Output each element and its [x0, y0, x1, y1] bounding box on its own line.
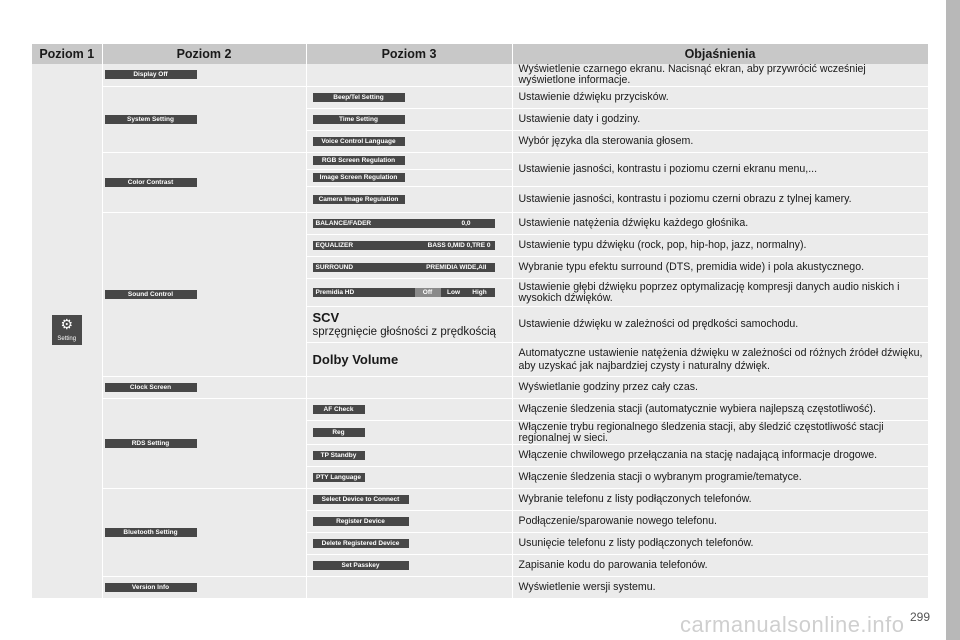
level3-cell — [306, 187, 512, 213]
level2-cell — [102, 399, 306, 489]
description-cell: Wybór języka dla sterowania głosem. — [512, 131, 928, 153]
equalizer-label: EQUALIZER — [315, 241, 354, 249]
dolby-volume-title: Dolby Volume — [312, 352, 399, 367]
description-cell: Ustawienie daty i godziny. — [512, 109, 928, 131]
balance-fader-label: BALANCE/FADER — [315, 219, 372, 227]
gear-icon: ⚙ — [60, 315, 74, 332]
watermark: carmanualsonline.info — [680, 612, 905, 637]
description-cell: Włączenie chwilowego przełączania na stację nadającą informacje drogowe. — [512, 445, 928, 467]
level3-cell — [306, 257, 512, 279]
table-row — [32, 87, 928, 109]
level2-cell — [102, 577, 306, 599]
page-number: 299 — [910, 610, 931, 624]
tp-standby-button[interactable]: TP Standby — [313, 451, 365, 460]
table-row — [32, 489, 928, 511]
rgb-screen-regulation-button[interactable]: RGB Screen Regulation — [313, 156, 405, 165]
surround-button[interactable] — [313, 263, 495, 272]
description-cell: Włączenie śledzenia stacji o wybranym programie/tematyce. — [512, 467, 928, 489]
level3-cell — [306, 307, 512, 343]
rds-setting-button[interactable]: RDS Setting — [105, 439, 197, 448]
level3-cell — [306, 511, 512, 533]
level3-cell — [306, 235, 512, 257]
header-level-3: Poziom 3 — [306, 44, 512, 64]
page-edge-tab — [946, 0, 960, 640]
level3-cell — [306, 64, 512, 87]
description-cell: Ustawienie jasności, kontrastu i poziomu czerni obrazu z tylnej kamery. — [512, 187, 928, 213]
image-screen-regulation-button[interactable]: Image Screen Regulation — [313, 173, 405, 182]
level3-cell — [306, 489, 512, 511]
description-cell: Ustawienie głębi dźwięku poprzez optymalizację kompresji danych audio niskich i wysokich dźwięków. — [512, 279, 928, 307]
level3-cell — [306, 533, 512, 555]
level2-cell — [102, 213, 306, 377]
table-row — [32, 399, 928, 421]
description-cell: Ustawienie typu dźwięku (rock, pop, hip-hop, jazz, normalny). — [512, 235, 928, 257]
premidia-hd-label: Premidia HD — [315, 288, 355, 296]
description-cell: Ustawienie dźwięku w zależności od prędkości samochodu. — [512, 307, 928, 343]
level3-cell — [306, 87, 512, 109]
premidia-low-option[interactable]: Low — [447, 288, 460, 296]
description-cell: Włączenie trybu regionalnego śledzenia stacji, aby śledzić częstotliwość stacji regionalnej w sieci. — [512, 421, 928, 445]
scv-subtitle: sprzęgnięcie głośności z prędkością — [312, 326, 496, 338]
level2-cell — [102, 489, 306, 577]
table-header-row — [32, 44, 928, 64]
description-cell: Wyświetlenie czarnego ekranu. Nacisnąć ekran, aby przywrócić wcześniej wyświetlone informacje. — [512, 64, 928, 87]
table-row — [32, 577, 928, 599]
level2-cell — [102, 87, 306, 153]
header-description: Objaśnienia — [512, 44, 928, 64]
level3-cell — [306, 131, 512, 153]
level3-cell — [306, 213, 512, 235]
description-cell: Usunięcie telefonu z listy podłączonych telefonów. — [512, 533, 928, 555]
balance-fader-value: 0,0 — [461, 219, 471, 227]
level3-cell — [306, 109, 512, 131]
surround-value: PREMIDIA WIDE,All — [426, 263, 487, 271]
level3-cell — [306, 421, 512, 445]
level3-cell — [306, 377, 512, 399]
level3-cell — [306, 467, 512, 489]
balance-fader-button[interactable] — [313, 219, 495, 228]
level2-cell — [102, 64, 306, 87]
register-device-button[interactable]: Register Device — [313, 517, 409, 526]
version-info-button[interactable]: Version Info — [105, 583, 197, 592]
setting-button[interactable] — [52, 315, 82, 345]
description-cell: Wybranie telefonu z listy podłączonych telefonów. — [512, 489, 928, 511]
table-row — [32, 153, 928, 170]
description-cell: Zapisanie kodu do parowania telefonów. — [512, 555, 928, 577]
description-cell: Wyświetlenie wersji systemu. — [512, 577, 928, 599]
display-off-button[interactable]: Display Off — [105, 70, 197, 79]
level2-cell — [102, 377, 306, 399]
header-level-2: Poziom 2 — [102, 44, 306, 64]
level3-cell — [306, 445, 512, 467]
color-contrast-button[interactable]: Color Contrast — [105, 178, 197, 187]
level3-cell — [306, 279, 512, 307]
equalizer-value: BASS 0,MID 0,TRE 0 — [427, 241, 491, 249]
table-row — [32, 377, 928, 399]
level3-cell — [306, 343, 512, 377]
premidia-high-option[interactable]: High — [472, 288, 487, 296]
level3-cell — [306, 170, 512, 187]
camera-image-regulation-button[interactable]: Camera Image Regulation — [313, 195, 405, 204]
sound-control-button[interactable]: Sound Control — [105, 290, 197, 299]
table-row — [32, 64, 928, 87]
level1-cell — [32, 64, 102, 599]
surround-label: SURROUND — [315, 263, 354, 271]
header-level-1: Poziom 1 — [32, 44, 102, 64]
description-cell: Ustawienie jasności, kontrastu i poziomu czerni ekranu menu,... — [512, 153, 928, 187]
description-cell: Wybranie typu efektu surround (DTS, premidia wide) i pola akustycznego. — [512, 257, 928, 279]
system-setting-button[interactable]: System Setting — [105, 115, 197, 124]
bluetooth-setting-button[interactable]: Bluetooth Setting — [105, 528, 197, 537]
description-cell: Ustawienie natężenia dźwięku każdego głośnika. — [512, 213, 928, 235]
premidia-hd-button[interactable] — [313, 288, 495, 297]
description-cell: Automatyczne ustawienie natężenia dźwięku w zależności od różnych źródeł dźwięku, aby uzyskać jak najbardziej czysty i naturalny dźwięk. — [512, 343, 928, 377]
scv-title: SCV — [312, 310, 340, 325]
voice-control-language-button[interactable]: Voice Control Language — [313, 137, 405, 146]
beep-tel-setting-button[interactable]: Beep/Tel Setting — [313, 93, 405, 102]
description-cell: Włączenie śledzenia stacji (automatycznie wybiera najlepszą częstotliwość). — [512, 399, 928, 421]
pty-language-button[interactable]: PTY Language — [313, 473, 365, 482]
level3-cell — [306, 399, 512, 421]
clock-screen-button[interactable]: Clock Screen — [105, 383, 197, 392]
delete-registered-device-button[interactable]: Delete Registered Device — [313, 539, 409, 548]
description-cell: Ustawienie dźwięku przycisków. — [512, 87, 928, 109]
level2-cell — [102, 153, 306, 213]
time-setting-button[interactable]: Time Setting — [313, 115, 405, 124]
equalizer-button[interactable] — [313, 241, 495, 250]
description-cell: Podłączenie/sparowanie nowego telefonu. — [512, 511, 928, 533]
level3-cell — [306, 577, 512, 599]
reg-button[interactable]: Reg — [313, 428, 365, 437]
select-device-button[interactable]: Select Device to Connect — [313, 495, 409, 504]
premidia-off-option[interactable]: Off — [415, 288, 441, 297]
table-row — [32, 213, 928, 235]
level3-cell — [306, 153, 512, 170]
settings-table — [32, 44, 929, 599]
description-cell: Wyświetlanie godziny przez cały czas. — [512, 377, 928, 399]
set-passkey-button[interactable]: Set Passkey — [313, 561, 409, 570]
level3-cell — [306, 555, 512, 577]
af-check-button[interactable]: AF Check — [313, 405, 365, 414]
setting-label: Setting — [57, 335, 77, 342]
